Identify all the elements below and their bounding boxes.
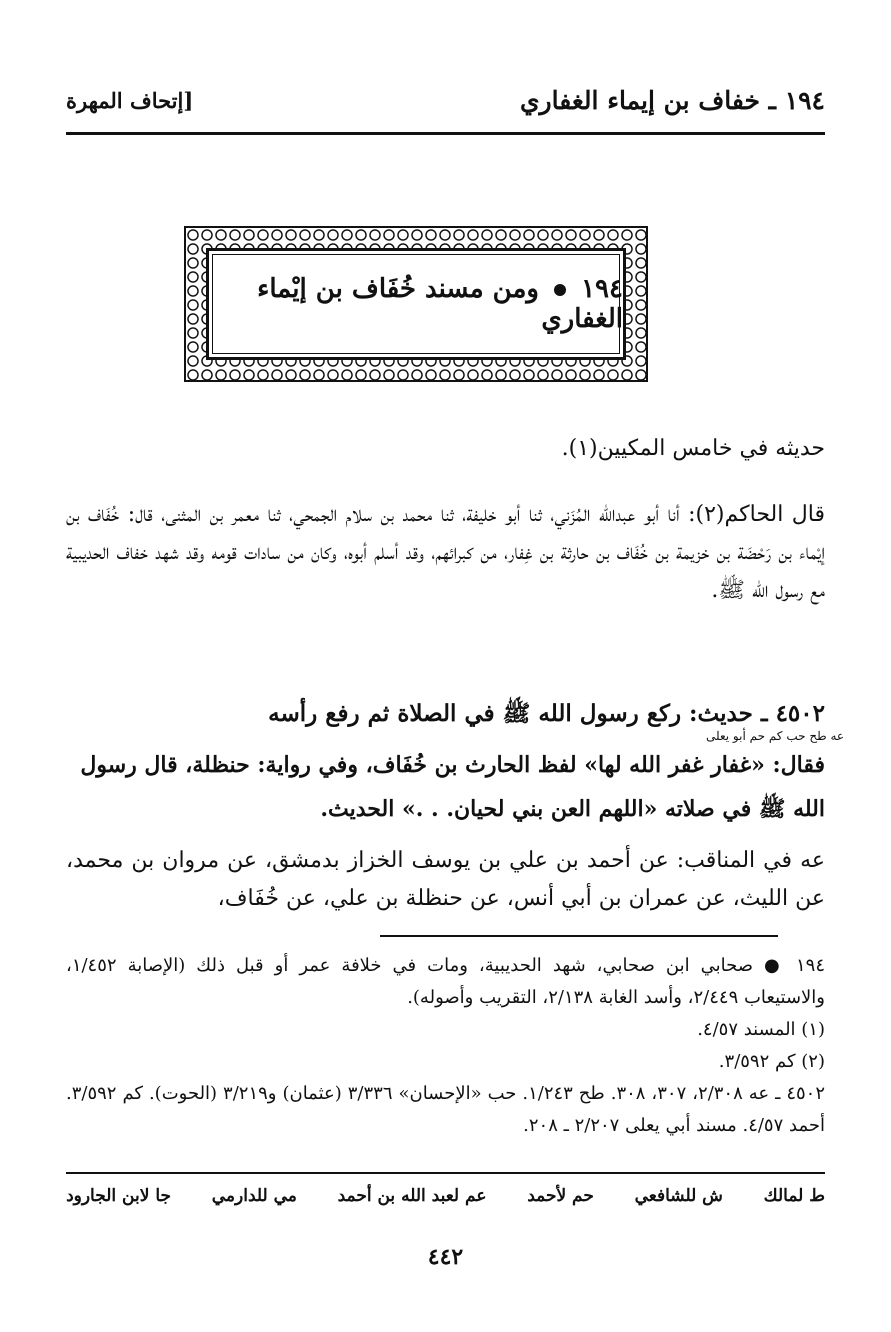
chain-paragraph: قال الحاكم(٢): أنا أبو عبدالله المُزَني، ثنا أبو خليفة، ثنا محمد بن سلام الجمحي، ثنا معمر بن المثنى، قال: خُفَاف بن إيْماء بن رَحْضَة بن خزيمة بن خُفَاف بن حارثة بن غِفار، من كبرائهم، وقد أسلم أبوه، وكان من سادات قومه وقد شهد خفاف الحديبية مع رسول الله ﷺ. (66, 502, 825, 603)
key-item: ش للشافعي (634, 1186, 723, 1206)
section-title-box (206, 248, 626, 360)
key-item: حم لأحمد (527, 1186, 594, 1206)
hadith-block (66, 697, 845, 831)
footnote: (١) المسند ٤/٥٧. (697, 1019, 825, 1040)
key-item: عم لعبد الله بن أحمد (337, 1186, 487, 1206)
running-header (66, 80, 825, 120)
section-title-text: ومن مسند خُفَاف بن إيْماء الغفاري (257, 274, 623, 334)
key-item: ط لمالك (763, 1186, 825, 1206)
section-number: ١٩٤ (581, 274, 623, 304)
key-rule (66, 1172, 825, 1174)
section-title (209, 274, 623, 334)
footnote-rule (380, 935, 778, 937)
key-item: جا لابن الجارود (66, 1186, 172, 1206)
hadith-text: فقال: «غفار غفر الله لها» لفظ الحارث بن خُفَاف، وفي رواية: حنظلة، قال رسول الله ﷺ في صلاته «اللهم العن بني لحيان. . .» الحديث. (80, 752, 825, 822)
footnotes (66, 950, 825, 1142)
header-book-name: [إتحاف المهرة (66, 87, 194, 113)
header-rule (66, 132, 825, 135)
header-title: ١٩٤ ـ خفاف بن إيماء الغفاري (519, 85, 825, 115)
footnote: (٢) كم ٣/٥٩٢. (718, 1051, 825, 1072)
hadith-sigla: عه طح حب كم حم أبو يعلى (706, 729, 845, 743)
key-item: مي للدارمي (211, 1186, 297, 1206)
hadith-heading: ٤٥٠٢ ـ حديث: ركع رسول الله ﷺ في الصلاة ثم رفع رأسه (268, 700, 825, 727)
bullet-icon (554, 284, 566, 296)
intro-paragraph: حديثه في خامس المكيين(١). (561, 436, 825, 461)
footnote: ٤٥٠٢ ـ عه ٢/٣٠٨، ٣٠٧، ٣٠٨. طح ١/٢٤٣. حب «الإحسان» ٣/٣٣٦ (عثمان) و٣/٢١٩ (الحوت). كم ٣/٥٩٢. أحمد ٤/٥٧. مسند أبي يعلى ٢/٢٠٧ ـ ٢٠٨. (66, 1083, 826, 1136)
page-number: ٤٤٢ (427, 1244, 464, 1270)
isnad-paragraph: عه في المناقب: عن أحمد بن علي بن يوسف الخزاز بدمشق، عن مروان بن محمد، عن الليث، عن عمران بن أبي أنس، عن حنظلة بن علي، عن خُفَاف، (66, 848, 825, 911)
footnote: ١٩٤ ● صحابي ابن صحابي، شهد الحديبية، ومات في خلافة عمر أو قبل ذلك (الإصابة ١/٤٥٢، والاستيعاب ٢/٤٤٩، وأسد الغابة ٢/١٣٨، التقريب وأصوله). (66, 955, 825, 1008)
abbreviation-key (66, 1186, 825, 1206)
ornamental-frame (184, 226, 648, 382)
